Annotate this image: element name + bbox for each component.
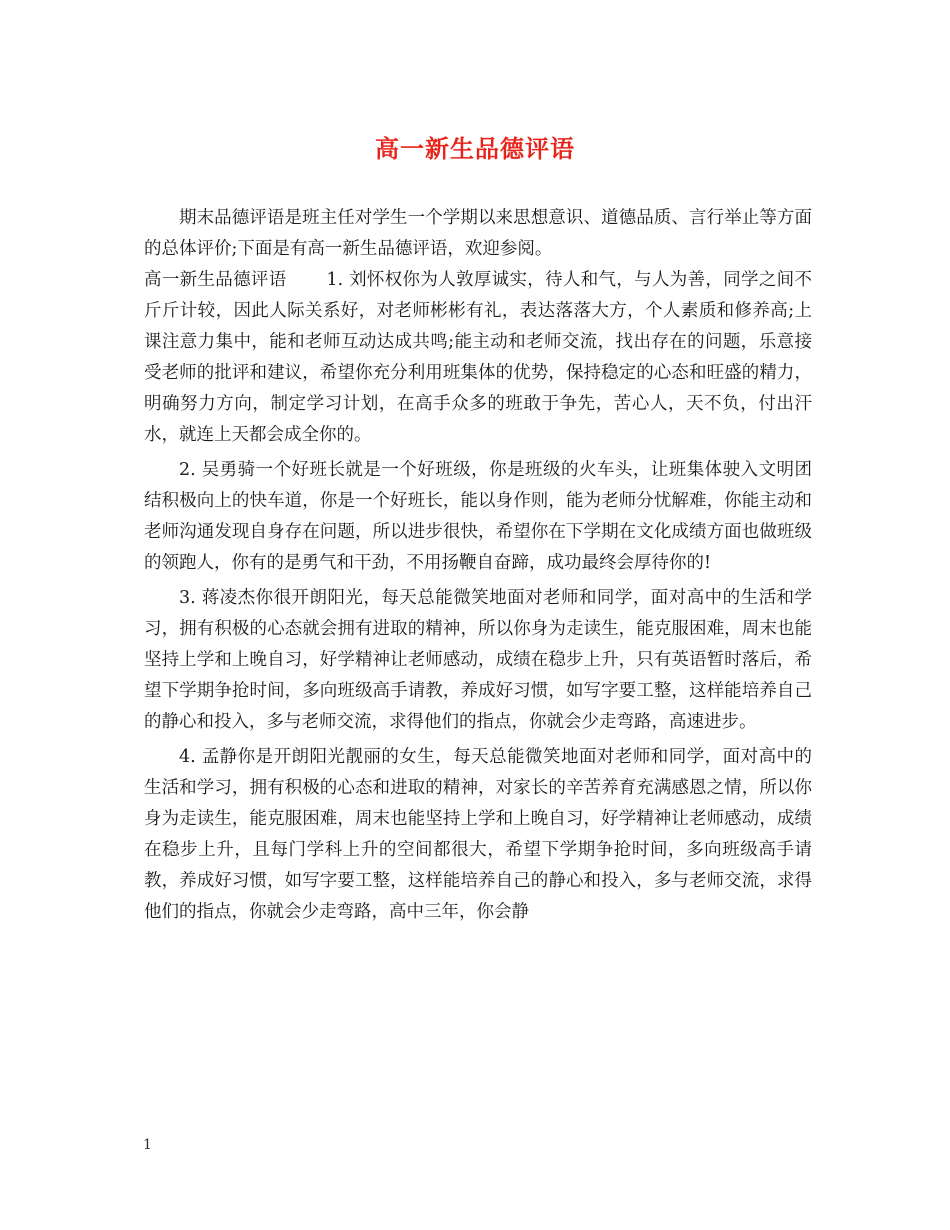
- comment-paragraph-1: [144, 265, 812, 451]
- comment-paragraph-4: 4. 孟静你是开朗阳光靓丽的女生，每天总能微笑地面对老师和同学，面对高中的生活和学习，拥有积极的心态和进取的精神，对家长的辛苦养育充满感恩之情，所以你身为走读生，能克服困难，周末也能坚持上学和上晚自习，好学精神让老师感动，成绩在稳步上升，且每门学科上升的空间都很大，希望下学期争抢时间，多向班级高手请教，养成好习惯，如写字要工整，这样能培养自己的静心和投入，多与老师交流，求得他们的指点，你就会少走弯路，高中三年，你会静: [144, 747, 812, 922]
- comment-paragraph-2: 2. 吴勇骑一个好班长就是一个好班级，你是班级的火车头，让班集体驶入文明团结积极向上的快车道，你是一个好班长，能以身作则，能为老师分忧解难，你能主动和老师沟通发现自身存在问题，所以进步很快，希望你在下学期在文化成绩方面也做班级的领跑人，你有的是勇气和干劲，不用扬鞭自奋蹄，成功最终会厚待你的!: [144, 460, 812, 573]
- page-number: 1: [143, 1137, 152, 1153]
- intro-paragraph: 期末品德评语是班主任对学生一个学期以来思想意识、道德品质、言行举止等方面的总体评价;下面是有高一新生品德评语，欢迎参阅。: [144, 208, 812, 259]
- document-body: [144, 203, 812, 928]
- document-title: 高一新生品德评语: [375, 134, 575, 163]
- section-label: 高一新生品德评语: [144, 270, 287, 290]
- comment-paragraph-3: 3. 蒋凌杰你很开朗阳光，每天总能微笑地面对老师和同学，面对高中的生活和学习，拥有积极的心态就会拥有进取的精神，所以你身为走读生，能克服困难，周末也能坚持上学和上晚自习，好学精神让老师感动，成绩在稳步上升，只有英语暂时落后，希望下学期争抢时间，多向班级高手请教，养成好习惯，如写字要工整，这样能培养自己的静心和投入，多与老师交流，求得他们的指点，你就会少走弯路，高速进步。: [144, 588, 812, 732]
- comment-text-1: 1. 刘怀权你为人敦厚诚实，待人和气，与人为善，同学之间不斤斤计较，因此人际关系好，对老师彬彬有礼，表达落落大方，个人素质和修养高;上课注意力集中，能和老师互动达成共鸣;能主动和老师交流，找出存在的问题，乐意接受老师的批评和建议，希望你充分利用班集体的优势，保持稳定的心态和旺盛的精力，明确努力方向，制定学习计划，在高手众多的班敢于争先，苦心人，天不负，付出汗水，就连上天都会成全你的。: [144, 270, 812, 445]
